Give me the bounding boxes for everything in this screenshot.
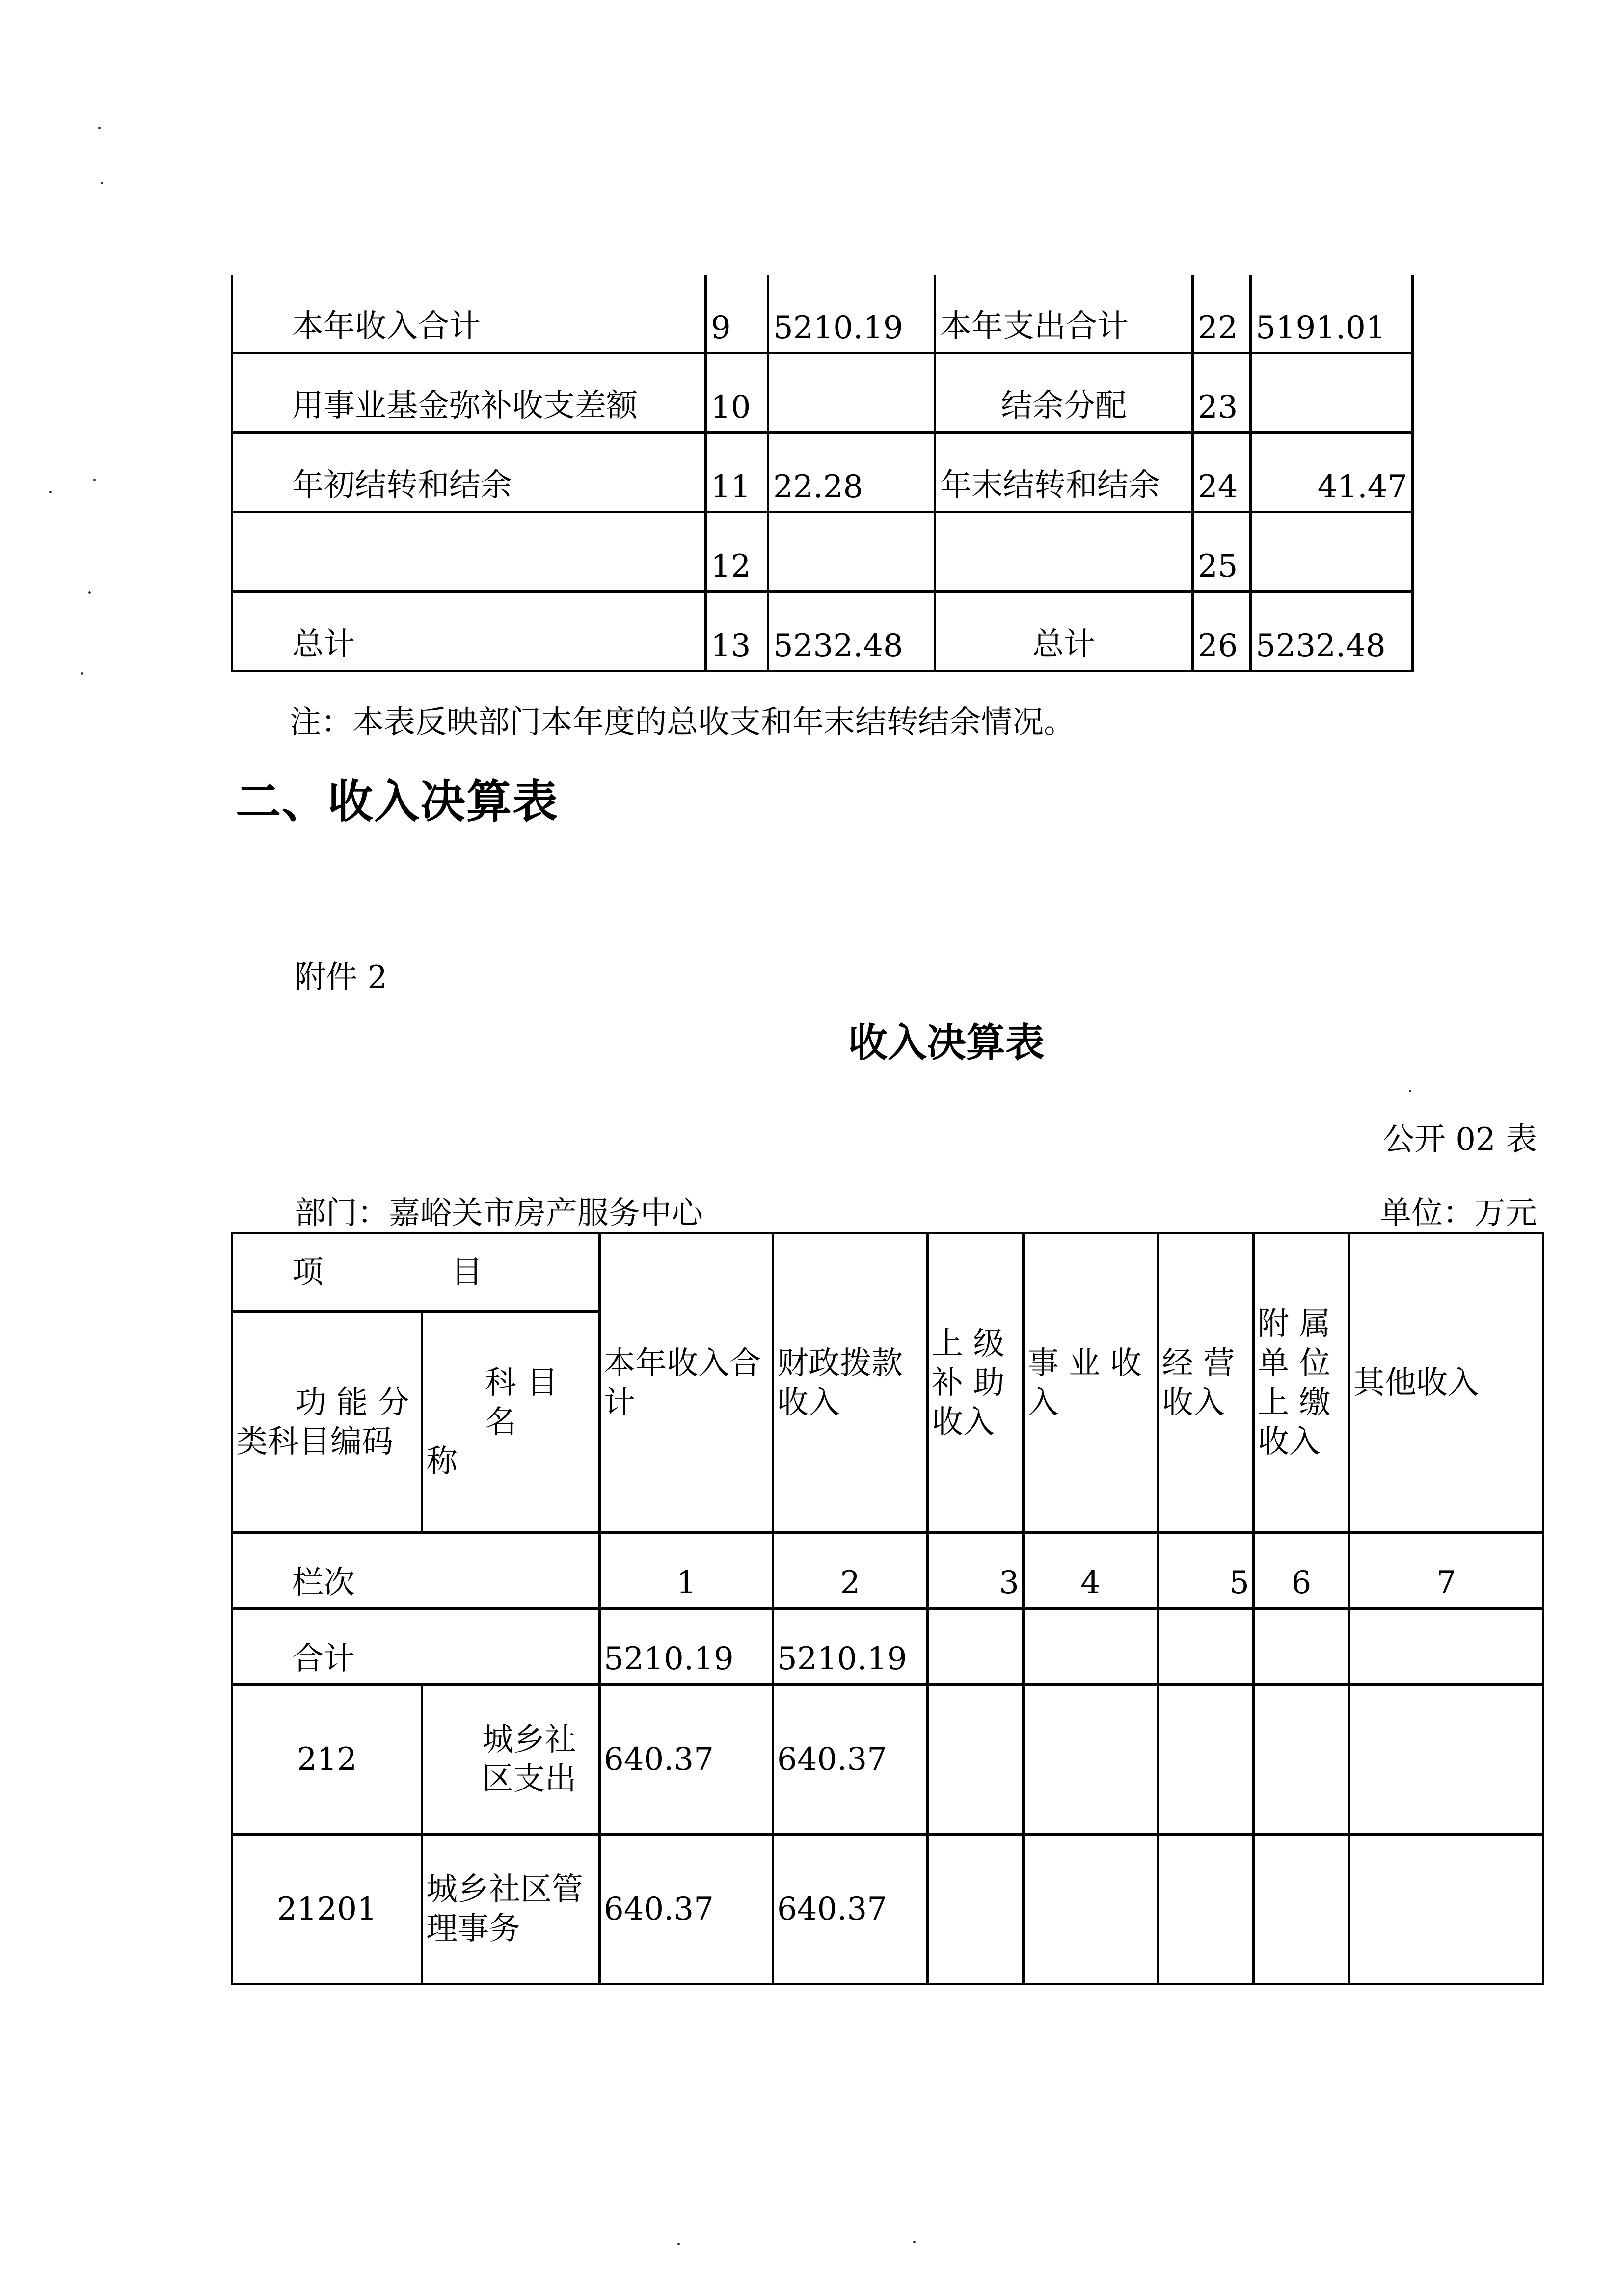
column-index: 1 — [600, 1533, 773, 1609]
row-value: 640.37 — [773, 1685, 928, 1835]
cell-right-value: 5191.01 — [1251, 275, 1413, 353]
cell-right-label: 年末结转和结余 — [935, 433, 1193, 512]
table-row — [232, 512, 1413, 592]
header-col1: 本年收入合计 — [600, 1233, 773, 1533]
total-value — [928, 1609, 1024, 1685]
header-code-line2: 类科目编码 — [236, 1423, 393, 1460]
total-value: 5210.19 — [600, 1609, 773, 1685]
cell-left-value — [768, 353, 935, 433]
header-item-b: 目 — [451, 1254, 483, 1291]
cell-right-label: 结余分配 — [935, 353, 1193, 433]
total-value — [1158, 1609, 1254, 1685]
scan-speck — [49, 491, 52, 493]
column-index-label: 栏次 — [232, 1533, 600, 1609]
attachment-label: 附件 2 — [295, 960, 388, 996]
cell-left-label: 总计 — [232, 592, 706, 671]
header-col7: 其他收入 — [1349, 1233, 1543, 1533]
row-value — [1349, 1685, 1543, 1835]
header-code — [232, 1312, 422, 1533]
row-value: 640.37 — [773, 1835, 928, 1984]
row-value — [928, 1685, 1024, 1835]
header-name-line1: 科 目 名 — [485, 1364, 558, 1441]
header-col4: 事 业 收入 — [1024, 1233, 1158, 1533]
cell-left-value: 5210.19 — [768, 275, 935, 353]
total-value — [1024, 1609, 1158, 1685]
table-note: 注：本表反映部门本年度的总收支和年末结转结余情况。 — [290, 704, 1075, 741]
column-index-row — [232, 1533, 1543, 1609]
department-label: 部门：嘉峪关市房产服务中心 — [295, 1195, 703, 1231]
cell-left-label: 本年收入合计 — [232, 275, 706, 353]
header-col6: 附 属 单 位 上 缴 收入 — [1254, 1233, 1349, 1533]
scan-speck — [88, 591, 91, 594]
header-col5: 经 营 收入 — [1158, 1233, 1254, 1533]
cell-right-value — [1251, 353, 1413, 433]
row-value — [928, 1835, 1024, 1984]
row-value — [1024, 1835, 1158, 1984]
table-row — [232, 433, 1413, 512]
column-index: 2 — [773, 1533, 928, 1609]
header-name — [422, 1312, 600, 1533]
row-code: 21201 — [232, 1835, 422, 1984]
table-row — [232, 1685, 1543, 1835]
cell-left-no: 9 — [706, 275, 768, 353]
cell-left-no: 11 — [706, 433, 768, 512]
cell-right-value: 5232.48 — [1251, 592, 1413, 671]
row-value — [1024, 1685, 1158, 1835]
scan-speck — [93, 479, 96, 481]
total-value — [1349, 1609, 1543, 1685]
row-value: 640.37 — [600, 1685, 773, 1835]
scan-speck — [101, 182, 103, 184]
row-value — [1349, 1835, 1543, 1984]
header-item-a: 项 — [292, 1254, 324, 1291]
column-index: 4 — [1024, 1533, 1158, 1609]
row-value — [1158, 1685, 1254, 1835]
income-table — [231, 1232, 1544, 1985]
cell-right-value — [1251, 512, 1413, 592]
row-value — [1254, 1835, 1349, 1984]
table-row — [232, 1835, 1543, 1984]
table-row — [232, 275, 1413, 353]
summary-table — [231, 275, 1414, 672]
cell-left-no: 12 — [706, 512, 768, 592]
unit-label: 单位：万元 — [1380, 1195, 1537, 1231]
cell-left-label: 年初结转和结余 — [232, 433, 706, 512]
cell-left-no: 13 — [706, 592, 768, 671]
scan-speck — [81, 672, 83, 675]
form-number: 公开 02 表 — [1382, 1121, 1537, 1158]
cell-right-label: 总计 — [935, 592, 1193, 671]
header-col3: 上 级 补 助 收入 — [928, 1233, 1024, 1533]
header-item — [232, 1233, 600, 1312]
row-value — [1254, 1685, 1349, 1835]
cell-right-no: 23 — [1193, 353, 1251, 433]
row-name: 城乡社区管理事务 — [422, 1835, 600, 1984]
table-title-text: 收入决算表 — [848, 1020, 1045, 1066]
cell-right-no: 26 — [1193, 592, 1251, 671]
cell-right-no: 22 — [1193, 275, 1251, 353]
table-title — [0, 1011, 1618, 1068]
section-heading: 二、收入决算表 — [236, 775, 559, 828]
scan-speck — [1409, 1090, 1411, 1092]
cell-left-label — [232, 512, 706, 592]
row-value: 640.37 — [600, 1835, 773, 1984]
header-col2: 财政拨款收入 — [773, 1233, 928, 1533]
total-row — [232, 1609, 1543, 1685]
cell-left-label: 用事业基金弥补收支差额 — [232, 353, 706, 433]
cell-left-no: 10 — [706, 353, 768, 433]
cell-left-value: 22.28 — [768, 433, 935, 512]
scan-speck — [677, 2243, 680, 2245]
column-index: 7 — [1349, 1533, 1543, 1609]
column-index: 6 — [1254, 1533, 1349, 1609]
cell-left-value — [768, 512, 935, 592]
row-name: 城乡社区支出 — [422, 1685, 600, 1835]
cell-right-no: 24 — [1193, 433, 1251, 512]
total-value: 5210.19 — [773, 1609, 928, 1685]
column-index: 5 — [1158, 1533, 1254, 1609]
cell-right-no: 25 — [1193, 512, 1251, 592]
header-row — [232, 1233, 1543, 1312]
row-value — [1158, 1835, 1254, 1984]
header-name-line2: 称 — [426, 1443, 458, 1480]
row-code: 212 — [232, 1685, 422, 1835]
total-label: 合计 — [232, 1609, 600, 1685]
table-row — [232, 353, 1413, 433]
cell-right-label — [935, 512, 1193, 592]
total-value — [1254, 1609, 1349, 1685]
header-code-line1: 功 能 分 — [295, 1384, 409, 1421]
column-index: 3 — [928, 1533, 1024, 1609]
cell-left-value: 5232.48 — [768, 592, 935, 671]
cell-right-label: 本年支出合计 — [935, 275, 1193, 353]
cell-right-value: 41.47 — [1251, 433, 1413, 512]
table-row — [232, 592, 1413, 671]
scan-speck — [98, 127, 101, 129]
scan-speck — [913, 2241, 916, 2243]
